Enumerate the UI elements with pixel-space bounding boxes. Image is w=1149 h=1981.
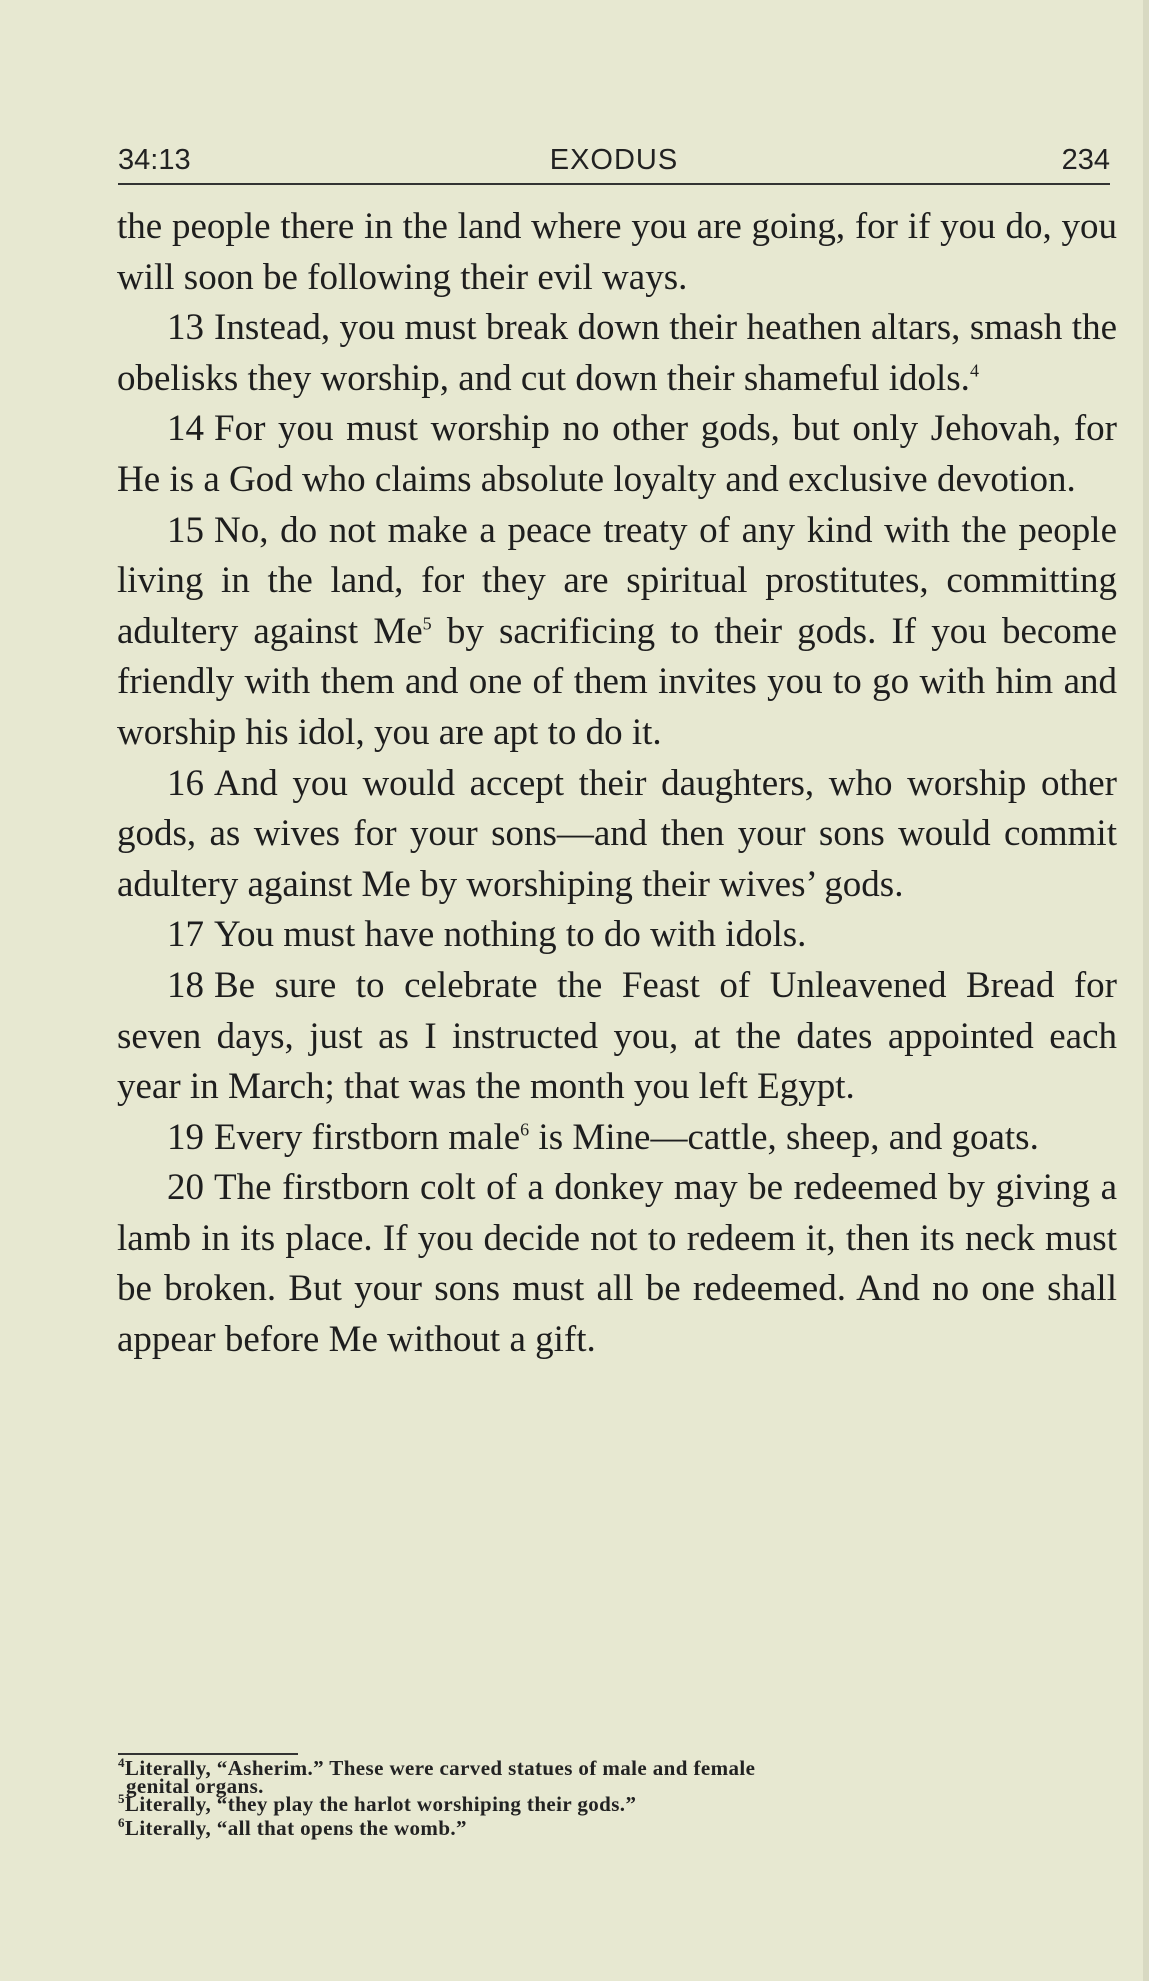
verse-13 (117, 303, 1117, 404)
verse-text: No, do not make a peace treaty of any kind with the people living in the land, for they are spiritual prostitutes, committing adultery against Me (117, 509, 1117, 652)
verse-number: 19 (167, 1116, 204, 1158)
verse-17 (117, 910, 1117, 961)
continuation-paragraph: the people there in the land where you are going, for if you do, you will soon be following their evil ways. (117, 206, 1117, 298)
verse-18 (117, 961, 1117, 1113)
verse-text: Every firstborn male (214, 1116, 521, 1158)
verse-text: And you would accept their daughters, who worship other gods, as wives for your sons—and then your sons would commit adultery against Me by worshiping their wives’ gods. (117, 762, 1117, 905)
verse-number: 13 (167, 307, 204, 349)
header-rule (118, 183, 1110, 185)
footnote-text: Literally, “all that opens the womb.” (124, 1816, 467, 1840)
verse-text: Instead, you must break down their heathen altars, smash the obelisks they worship, and cut down their shameful idols. (117, 307, 1117, 399)
verse-text: You must have nothing to do with idols. (214, 914, 807, 956)
running-head (118, 138, 1110, 182)
footnote-5 (118, 1792, 1118, 1816)
footnote-mark: 6 (118, 1815, 125, 1830)
verse-number: 15 (167, 509, 204, 551)
verse-number: 18 (167, 964, 204, 1006)
verse-text-continued: is Mine—cattle, sheep, and goats. (529, 1116, 1039, 1158)
footnote-mark: 5 (118, 1791, 125, 1806)
footnote-mark: 4 (118, 1755, 125, 1770)
verse-text-continued: by sacrificing to their gods. If you become friendly with them and one of them invites you to go with him and worship his idol, you are apt to do it. (117, 610, 1117, 753)
footnote-text: Literally, “Asherim.” These were carved statues of male and female (124, 1756, 756, 1780)
verse-20 (117, 1163, 1117, 1365)
page-edge (1143, 0, 1149, 1981)
verse-text: For you must worship no other gods, but only Jehovah, for He is a God who claims absolute loyalty and exclusive devotion. (117, 408, 1117, 500)
verse-text: The firstborn colt of a donkey may be redeemed by giving a lamb in its place. If you decide not to redeem it, then its neck must be broken. But your sons must all be redeemed. And no one shall appear before Me without a gift. (117, 1167, 1117, 1361)
verse-number: 20 (167, 1167, 204, 1209)
scripture-text (117, 202, 1117, 1366)
verse-text: Be sure to celebrate the Feast of Unleavened Bread for seven days, just as I instructed you, at the dates appointed each year in March; that was the month you left Egypt. (117, 964, 1117, 1108)
verse-number: 16 (167, 762, 204, 804)
book-title: EXODUS (549, 144, 679, 176)
footnotes (118, 1756, 1118, 1840)
footnote-rule (118, 1753, 298, 1755)
verse-number: 14 (167, 408, 204, 450)
footnote-4-continuation: genital organs. (126, 1774, 264, 1798)
verse-15 (117, 506, 1117, 759)
footnote-6 (118, 1816, 1118, 1840)
verse-14 (117, 404, 1117, 505)
verse-number: 17 (167, 914, 204, 956)
footnote-marker: 5 (422, 613, 432, 634)
verse-16 (117, 759, 1117, 911)
page-number: 234 (1061, 144, 1110, 176)
chapter-verse-reference: 34:13 (118, 144, 191, 176)
verse-19 (117, 1113, 1117, 1164)
footnote-marker: 6 (520, 1119, 530, 1140)
footnote-marker: 4 (969, 360, 979, 381)
footnote-text: Literally, “they play the harlot worshiping their gods.” (124, 1792, 637, 1816)
